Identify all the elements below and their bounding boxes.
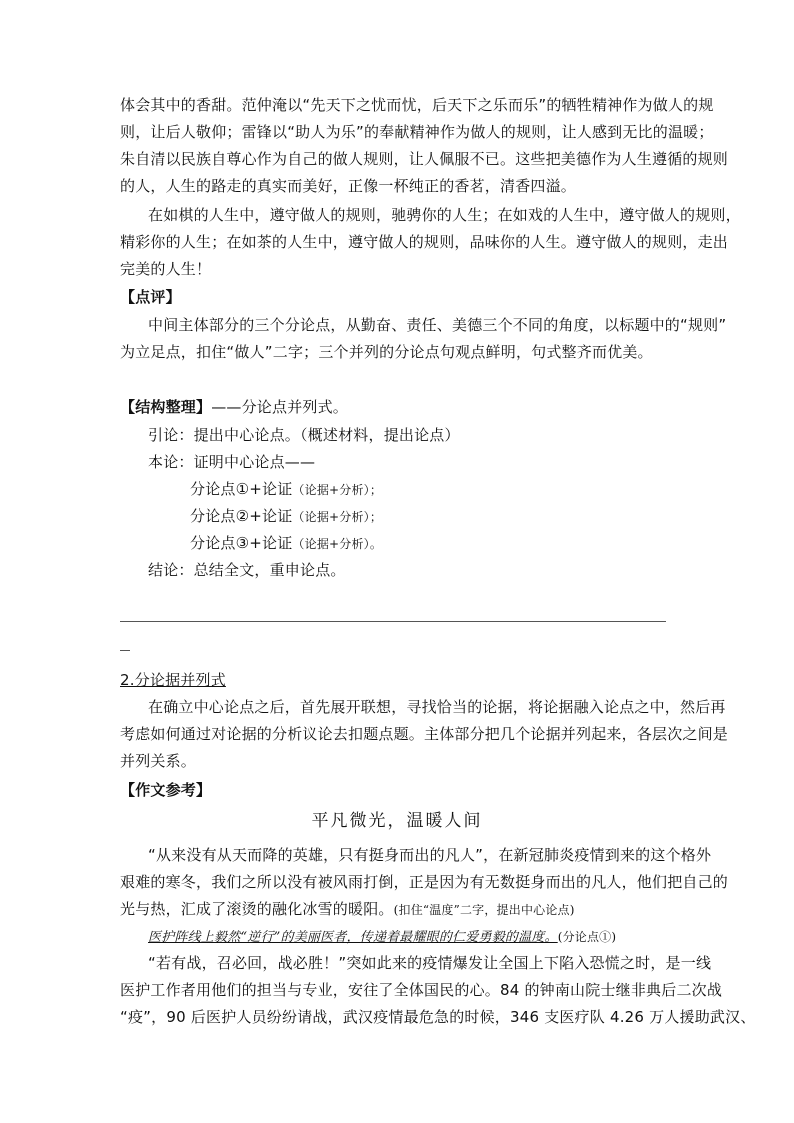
essay-line: 艰难的寒冬，我们之所以没有被风雨打倒，正是因为有无数挺身而出的凡人，他们把自己的 [120, 873, 729, 891]
point-label: 分论点②+论证 [190, 507, 293, 525]
point-note: （论据+分析）； [292, 510, 383, 524]
essay-title: 平凡微光，温暖人间 [311, 811, 483, 831]
section-line: 并列关系。 [120, 752, 197, 770]
paragraph-line: 精彩你的人生；在如茶的人生中，遵守做人的规则，品味你的人生。遵守做人的规则，走出 [120, 233, 729, 251]
sub-point: 医护阵线上毅然“逆行”的美丽医者，传递着最耀眼的仁爱勇毅的温度。 [148, 930, 558, 945]
paragraph-line: 朱自清以民族自尊心作为自己的做人规则，让人佩服不已。这些把美德作为人生遵循的规则 [120, 150, 729, 168]
essay-line [120, 896, 680, 923]
point-note: （论据+分析）。 [292, 537, 383, 551]
comment-heading: 【点评】 [120, 288, 181, 306]
structure-body: 本论：证明中心论点—— [148, 453, 316, 471]
essay-text: 光与热，汇成了滚烫的融化冰雪的暖阳。 [120, 900, 394, 918]
point-label: 分论点①+论证 [190, 480, 293, 498]
section-heading: 2.分论据并列式 [120, 671, 226, 689]
comment-line: 为立足点，扣住“做人”二字；三个并列的分论点句观点鲜明，句式整齐而优美。 [120, 343, 653, 361]
paragraph-line: 在如棋的人生中，遵守做人的规则，驰骋你的人生；在如戏的人生中，遵守做人的规则， [148, 206, 741, 224]
divider [120, 650, 130, 651]
point-note: （论据+分析）； [292, 483, 383, 497]
divider [120, 621, 666, 622]
structure-heading: 【结构整理】 [120, 398, 212, 416]
essay-line: “疫”，90 后医护人员纷纷请战，武汉疫情最危急的时候，346 支医疗队 4.26 万人援助武汉、 [120, 1008, 756, 1026]
section-line: 考虑如何通过对论据的分析议论去扣题点题。主体部分把几个论据并列起来，各层次之间是 [120, 725, 729, 743]
paragraph-line: 的人，人生的路走的真实而美好，正像一杯纯正的香茗，清香四溢。 [120, 177, 577, 195]
paragraph-line: 完美的人生！ [120, 260, 212, 278]
essay-reference-heading: 【作文参考】 [120, 781, 212, 799]
structure-intro: 引论：提出中心论点。（概述材料，提出论点） [148, 426, 460, 444]
paragraph-line: 体会其中的香甜。范仲淹以“先天下之忧而忧，后天下之乐而乐”的牺牲精神作为做人的规 [120, 96, 714, 114]
comment-line: 中间主体部分的三个分论点，从勤奋、责任、美德三个不同的角度，以标题中的“规则” [148, 316, 727, 334]
essay-line: 医护工作者用他们的担当与专业，安往了全体国民的心。84 的钟南山院士继非典后二次战 [120, 981, 723, 999]
structure-point [190, 503, 750, 530]
sub-point-line [148, 923, 708, 951]
structure-point [190, 530, 750, 557]
structure-conclusion: 结论：总结全文，重申论点。 [148, 561, 346, 579]
sub-point-note: (分论点①) [557, 930, 617, 944]
structure-point [190, 476, 750, 503]
structure-heading-rest: ——分论点并列式。 [211, 398, 349, 416]
essay-annotation: (扣住“温度”二字，提出中心论点) [393, 903, 575, 917]
essay-line: “若有战，召必回，战必胜！”突如此来的疫情爆发让全国上下陷入恐慌之时，是一线 [148, 954, 712, 972]
essay-line: “从来没有从天而降的英雄，只有挺身而出的凡人”，在新冠肺炎疫情到来的这个格外 [148, 846, 712, 864]
structure-heading-line [120, 394, 680, 420]
point-label: 分论点③+论证 [190, 534, 293, 552]
paragraph-line: 则，让后人敬仰；雷锋以“助人为乐”的奉献精神作为做人的规则，让人感到无比的温暖； [120, 123, 714, 141]
section-line: 在确立中心论点之后，首先展开联想，寻找恰当的论据，将论据融入论点之中，然后再 [148, 698, 726, 716]
